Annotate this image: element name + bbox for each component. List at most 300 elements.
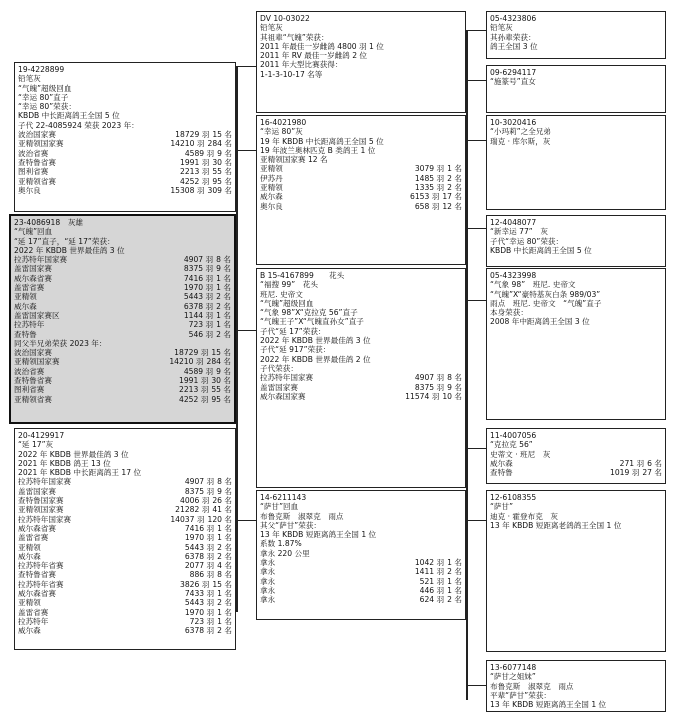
info-line: “新幸运 77” 灰 — [490, 227, 548, 237]
info-line: 2011 年最佳一岁雌鸽 4800 羽 1 位 — [260, 41, 384, 51]
entrants: 1411 羽 — [414, 567, 445, 577]
entrants: 7416 羽 — [184, 523, 215, 533]
entrants: 1042 羽 — [414, 558, 445, 568]
placing: 2 名 — [447, 595, 462, 605]
placing: 1 名 — [216, 273, 231, 283]
race-result-row — [260, 164, 462, 173]
info-line: 2008 年中距离鸽王全国 3 位 — [490, 317, 590, 327]
info-line: “气魄”回血 — [14, 227, 53, 237]
race-name: 奥尔良 — [18, 185, 41, 195]
race-name: 图利省赛 — [14, 385, 45, 395]
entrants: 6378 羽 — [184, 551, 215, 561]
info-line: 子代“延 17”荣获： — [260, 326, 326, 336]
placing: 9 名 — [217, 486, 232, 496]
race-name: 亚精领省赛 — [18, 176, 56, 186]
race-name: 亚精领 — [18, 598, 41, 608]
placing: 2 名 — [217, 542, 232, 552]
placing: 9 名 — [216, 366, 231, 376]
info-line: 19 年 KBDB 中长距离鸽王全国 5 位 — [260, 136, 384, 146]
info-line: 其祖辈“气魄”荣获： — [260, 32, 329, 42]
race-result-row — [18, 598, 232, 607]
race-result-row — [260, 383, 462, 392]
info-line: 1-1-3-10-17 名等 — [260, 69, 323, 79]
race-name: 威尔森国家赛 — [260, 391, 306, 401]
placing: 2 名 — [447, 183, 462, 193]
info-line: 2011 年 RV 最佳一岁雌鸽 2 位 — [260, 51, 368, 61]
placing: 1 名 — [216, 283, 231, 293]
info-line: “克拉克 56” — [490, 440, 533, 450]
race-result-row — [18, 158, 232, 167]
placing: 2 名 — [217, 598, 232, 608]
info-line: “气象 98” 班尼. 史帝文 — [490, 280, 576, 290]
race-result-row — [14, 311, 231, 320]
entrants: 4907 羽 — [183, 255, 214, 265]
placing: 8 名 — [217, 477, 232, 487]
race-name: 查特鲁省赛 — [18, 570, 56, 580]
race-result-row — [18, 505, 232, 514]
race-result-row — [14, 367, 231, 376]
pedigree-card-dam-sire — [256, 268, 466, 488]
entrants: 6153 羽 — [409, 192, 440, 202]
entrants: 8375 羽 — [184, 486, 215, 496]
race-name: 盖雷国家赛 — [260, 382, 298, 392]
info-line: 雨点 班尼. 史帝文 “气魄”直子 — [490, 298, 602, 308]
race-name: 拉苏特年国家赛 — [18, 477, 72, 487]
ring-number: 13-6077148 — [490, 663, 537, 672]
placing: 15 名 — [212, 130, 232, 140]
info-line: 其孙辈荣获： — [490, 32, 536, 42]
race-name: 威尔森 — [18, 626, 41, 636]
entrants: 7433 羽 — [184, 589, 215, 599]
info-line: 史蒂文 · 班尼 灰 — [490, 449, 551, 459]
connector — [466, 30, 468, 700]
placing: 8 名 — [447, 373, 462, 383]
race-name: 图利省赛 — [18, 167, 49, 177]
info-line: “延 17”灰 — [18, 440, 54, 450]
ring-number: DV 10-03022 — [260, 14, 310, 23]
ring-number: 12-6108355 — [490, 493, 537, 502]
placing: 1 名 — [217, 523, 232, 533]
placing: 9 名 — [447, 382, 462, 392]
race-result-row — [18, 477, 232, 486]
race-name: 波治省赛 — [18, 148, 49, 158]
info-line: “福搜 99” 花头 — [260, 280, 318, 290]
race-name: 伊苏丹 — [260, 173, 283, 183]
entrants: 18729 羽 — [174, 348, 209, 358]
info-line: 2011 年大型比赛获得： — [260, 60, 343, 70]
placing: 8 名 — [217, 570, 232, 580]
race-name: 亚精领 — [260, 183, 283, 193]
entrants: 4589 羽 — [183, 366, 214, 376]
pedigree-card-sire-sire — [256, 11, 466, 113]
entrants: 3079 羽 — [414, 164, 445, 174]
info-line: “小玛莉”之全兄弟 — [490, 127, 552, 137]
info-line: KBDB 中长距离鸽王全国 5 位 — [18, 111, 120, 121]
ring-number: 23-4086918 灰雄 — [14, 218, 84, 227]
entrants: 5443 羽 — [183, 292, 214, 302]
entrants: 2213 羽 — [179, 167, 210, 177]
race-result-row — [18, 617, 232, 626]
placing: 2 名 — [217, 551, 232, 561]
connector — [466, 80, 486, 81]
entrants: 446 羽 — [419, 585, 445, 595]
placing: 2 名 — [216, 292, 231, 302]
placing: 27 名 — [642, 468, 662, 478]
race-result-row — [18, 149, 232, 158]
info-line: 亚精领国家赛 12 名 — [260, 155, 328, 165]
placing: 1 名 — [447, 576, 462, 586]
race-name: 威尔森 — [18, 551, 41, 561]
race-result-row — [18, 177, 232, 186]
placing: 1 名 — [447, 585, 462, 595]
entrants: 723 羽 — [188, 320, 214, 330]
info-line: “气象 98”X“克拉克 56”直子 — [260, 308, 358, 318]
race-name: 盖雷国家赛区 — [14, 310, 60, 320]
race-name: 威尔森 — [14, 301, 37, 311]
entrants: 18729 羽 — [175, 130, 210, 140]
info-line: “施篆号”直女 — [490, 77, 536, 87]
race-result-row — [14, 395, 231, 404]
entrants: 4589 羽 — [184, 148, 215, 158]
info-line: “萨甘之姐妹” — [490, 672, 536, 682]
race-name: 查特鲁 — [14, 329, 37, 339]
entrants: 4252 羽 — [178, 394, 209, 404]
entrants: 5443 羽 — [184, 598, 215, 608]
race-result-row — [14, 385, 231, 394]
info-line: “萨甘” — [490, 502, 514, 512]
entrants: 2213 羽 — [178, 385, 209, 395]
placing: 15 名 — [212, 579, 232, 589]
race-name: 查特鲁国家赛 — [18, 496, 64, 506]
info-line: 本身荣获： — [490, 308, 528, 318]
placing: 1 名 — [447, 164, 462, 174]
connector — [236, 66, 256, 67]
pedigree-card-sire — [14, 62, 236, 212]
race-result-row — [18, 139, 232, 148]
race-result-row — [18, 524, 232, 533]
connector — [466, 685, 486, 686]
info-line: “幸运 80”直子 — [18, 92, 69, 102]
placing: 17 名 — [442, 192, 462, 202]
race-result-row — [14, 320, 231, 329]
placing: 2 名 — [447, 567, 462, 577]
entrants: 1970 羽 — [184, 533, 215, 543]
race-name: 盖雷省赛 — [18, 607, 49, 617]
race-result-row — [14, 264, 231, 273]
placing: 1 名 — [217, 616, 232, 626]
race-result-row — [260, 558, 462, 567]
info-line: 布鲁克斯 淑翠克 雨点 — [490, 681, 574, 691]
race-result-row — [260, 577, 462, 586]
race-name: 拉苏特年省赛 — [18, 561, 64, 571]
entrants: 1335 羽 — [414, 183, 445, 193]
connector — [466, 140, 486, 141]
entrants: 1970 羽 — [183, 283, 214, 293]
ring-number: B 15-4167899 花头 — [260, 271, 345, 280]
placing: 2 名 — [216, 329, 231, 339]
pedigree-card-gen3-2 — [486, 65, 666, 113]
placing: 6 名 — [647, 458, 662, 468]
pedigree-card-gen3-1 — [486, 11, 666, 59]
info-line: 系数 1.87% — [260, 539, 302, 549]
pedigree-card-sire-dam — [256, 115, 466, 265]
placing: 1 名 — [447, 558, 462, 568]
placing: 2 名 — [447, 173, 462, 183]
race-result-row — [18, 515, 232, 524]
race-name: 盖雷国家赛 — [14, 264, 52, 274]
placing: 10 名 — [442, 391, 462, 401]
placing: 8 名 — [216, 255, 231, 265]
entrants: 11574 羽 — [405, 391, 440, 401]
race-name: 奥尔良 — [260, 201, 283, 211]
race-name: 拉苏特年国家赛 — [14, 255, 68, 265]
info-line: 铅笔灰 — [260, 23, 283, 33]
race-name: 盖雷省赛 — [14, 283, 45, 293]
placing: 1 名 — [217, 533, 232, 543]
race-name: 拿永 — [260, 585, 276, 595]
race-name: 拉苏特年国家赛 — [18, 514, 72, 524]
race-result-row — [14, 357, 231, 366]
race-result-row — [260, 174, 462, 183]
race-name: 亚精领省赛 — [14, 394, 52, 404]
race-result-row — [14, 292, 231, 301]
placing: 9 名 — [216, 264, 231, 274]
entrants: 624 羽 — [419, 595, 445, 605]
entrants: 4006 羽 — [179, 496, 210, 506]
info-line: 平辈“萨甘”荣获： — [490, 690, 552, 700]
entrants: 4252 羽 — [179, 176, 210, 186]
info-line: “气魄”超级回血 — [260, 298, 314, 308]
connector — [236, 520, 256, 521]
info-line: 13 年 KBDB 短距离老鸽鸽王全国 1 位 — [490, 520, 622, 530]
pedigree-card-gen3-6 — [486, 428, 666, 484]
race-name: 拿永 — [260, 595, 276, 605]
info-line: “萨甘”回血 — [260, 502, 299, 512]
placing: 15 名 — [211, 348, 231, 358]
race-result-row — [18, 533, 232, 542]
race-result-row — [18, 626, 232, 635]
race-result-row — [18, 130, 232, 139]
race-name: 亚精领 — [260, 164, 283, 174]
race-result-row — [14, 274, 231, 283]
race-result-row — [14, 302, 231, 311]
entrants: 3826 羽 — [179, 579, 210, 589]
placing: 2 名 — [217, 626, 232, 636]
race-name: 亚精领 — [14, 292, 37, 302]
entrants: 658 羽 — [414, 201, 440, 211]
info-line: 2022 年 KBDB 世界最佳鸽 2 位 — [260, 354, 371, 364]
connector — [466, 448, 486, 449]
race-result-row — [490, 468, 662, 477]
placing: 41 名 — [212, 505, 232, 515]
pedigree-card-gen3-7 — [486, 490, 666, 652]
pedigree-card-subject — [9, 214, 236, 424]
race-result-row — [18, 570, 232, 579]
info-line: 铅笔灰 — [18, 74, 41, 84]
entrants: 723 羽 — [189, 616, 215, 626]
pedigree-card-gen3-4 — [486, 215, 666, 267]
info-line: 拿永 220 公里 — [260, 548, 310, 558]
connector — [236, 330, 256, 331]
ring-number: 10-3020416 — [490, 118, 537, 127]
race-name: 查特鲁 — [490, 468, 513, 478]
placing: 120 名 — [207, 514, 232, 524]
race-result-row — [14, 330, 231, 339]
ring-number: 14-6211143 — [260, 493, 307, 502]
ring-number: 16-4021980 — [260, 118, 307, 127]
info-line: 2022 年 KBDB 世界最佳鸽 3 位 — [260, 336, 371, 346]
race-result-row — [18, 589, 232, 598]
info-line: 同父半兄弟荣获 2023 年： — [14, 338, 107, 348]
placing: 30 名 — [211, 376, 231, 386]
connector — [466, 300, 486, 301]
entrants: 546 羽 — [188, 329, 214, 339]
race-result-row — [260, 567, 462, 576]
race-name: 盖雷省赛 — [18, 533, 49, 543]
race-name: 拿永 — [260, 576, 276, 586]
race-name: 拉苏特年国家赛 — [260, 373, 314, 383]
race-result-row — [18, 496, 232, 505]
race-name: 亚精领 — [18, 542, 41, 552]
placing: 2 名 — [216, 301, 231, 311]
race-name: 威尔森省赛 — [18, 589, 56, 599]
race-name: 查特鲁省赛 — [18, 157, 56, 167]
race-result-row — [18, 543, 232, 552]
race-name: 波治国家赛 — [14, 348, 52, 358]
race-name: 波治国家赛 — [18, 130, 56, 140]
entrants: 1019 羽 — [609, 468, 640, 478]
ring-number: 05-4323998 — [490, 271, 537, 280]
entrants: 14210 羽 — [170, 139, 205, 149]
entrants: 14037 羽 — [170, 514, 205, 524]
info-line: “气魄”超级回血 — [18, 83, 72, 93]
info-line: “幸运 80”灰 — [260, 127, 303, 137]
placing: 26 名 — [212, 496, 232, 506]
connector — [466, 520, 486, 521]
info-line: 子代“延 917”荣获： — [260, 345, 331, 355]
race-name: 拉苏特年 — [18, 616, 49, 626]
info-line: “气魄”X“豪特基灰白条 989/03” — [490, 289, 601, 299]
info-line: 2021 年 KBDB 鸽王 13 位 — [18, 458, 111, 468]
info-line: 子代荣获： — [260, 363, 298, 373]
entrants: 21282 羽 — [175, 505, 210, 515]
placing: 1 名 — [216, 320, 231, 330]
entrants: 4907 羽 — [414, 373, 445, 383]
info-line: 13 年 KBDB 短距离鸽王全国 1 位 — [490, 700, 607, 710]
info-line: 布鲁克斯 淑翠克 雨点 — [260, 511, 344, 521]
race-result-row — [18, 580, 232, 589]
connector — [466, 228, 486, 229]
race-result-row — [260, 595, 462, 604]
race-name: 波治省赛 — [14, 366, 45, 376]
race-result-row — [14, 283, 231, 292]
info-line: 班尼. 史帝文 — [260, 289, 303, 299]
placing: 30 名 — [212, 157, 232, 167]
placing: 55 名 — [212, 167, 232, 177]
info-line: 迪克 · 霍登布克 灰 — [490, 511, 558, 521]
info-line: 2021 年 KBDB 中长距离鸽王 17 位 — [18, 468, 142, 478]
race-name: 亚精领国家赛 — [18, 505, 64, 515]
connector — [236, 150, 256, 151]
entrants: 886 羽 — [189, 570, 215, 580]
entrants: 5443 羽 — [184, 542, 215, 552]
ring-number: 19-4228899 — [18, 65, 65, 74]
race-name: 拉苏特年 — [14, 320, 45, 330]
connector — [466, 30, 486, 31]
race-name: 威尔森省赛 — [18, 523, 56, 533]
race-result-row — [18, 487, 232, 496]
race-result-row — [260, 192, 462, 201]
race-result-row — [260, 373, 462, 382]
info-line: 19 年波兰奥林匹克 B 类鸽王 1 位 — [260, 145, 376, 155]
connector — [236, 66, 238, 612]
info-line: KBDB 中长距离鸽王全国 5 位 — [490, 245, 592, 255]
pedigree-card-gen3-5 — [486, 268, 666, 420]
placing: 284 名 — [206, 357, 231, 367]
entrants: 7416 羽 — [183, 273, 214, 283]
entrants: 8375 羽 — [414, 382, 445, 392]
race-result-row — [18, 167, 232, 176]
entrants: 14210 羽 — [169, 357, 204, 367]
info-line: 瑞克 · 库尔斯，灰 — [490, 136, 551, 146]
race-name: 威尔森省赛 — [14, 273, 52, 283]
entrants: 1970 羽 — [184, 607, 215, 617]
pedigree-card-dam — [14, 428, 236, 650]
ring-number: 12-4048077 — [490, 218, 537, 227]
entrants: 2077 羽 — [184, 561, 215, 571]
placing: 1 名 — [216, 310, 231, 320]
entrants: 15308 羽 — [170, 185, 205, 195]
placing: 55 名 — [211, 385, 231, 395]
info-line: 鸽王全国 3 位 — [490, 41, 538, 51]
placing: 284 名 — [207, 139, 232, 149]
entrants: 1991 羽 — [178, 376, 209, 386]
placing: 4 名 — [217, 561, 232, 571]
info-line: “气魄王子”X“气魄直孙女”直子 — [260, 317, 364, 327]
info-line: “延 17”直子，“延 17”荣获： — [14, 236, 115, 246]
entrants: 6378 羽 — [184, 626, 215, 636]
pedigree-card-gen3-3 — [486, 115, 666, 210]
race-name: 拉苏特年省赛 — [18, 579, 64, 589]
placing: 1 名 — [217, 607, 232, 617]
info-line: 其父“萨甘”荣获： — [260, 520, 322, 530]
race-result-row — [260, 586, 462, 595]
race-result-row — [260, 392, 462, 401]
entrants: 271 羽 — [619, 458, 645, 468]
ring-number: 11-4007056 — [490, 431, 537, 440]
placing: 95 名 — [212, 176, 232, 186]
info-line: “幸运 80”荣获： — [18, 102, 76, 112]
entrants: 1485 羽 — [414, 173, 445, 183]
info-line: 子代“幸运 80”荣获： — [490, 236, 564, 246]
race-result-row — [260, 183, 462, 192]
placing: 95 名 — [211, 394, 231, 404]
info-line: 子代 22-4085924 荣获 2023 年： — [18, 120, 139, 130]
race-name: 亚精领国家赛 — [14, 357, 60, 367]
entrants: 521 羽 — [419, 576, 445, 586]
ring-number: 05-4323806 — [490, 14, 537, 23]
placing: 1 名 — [217, 589, 232, 599]
entrants: 8375 羽 — [183, 264, 214, 274]
race-name: 拿永 — [260, 558, 276, 568]
race-name: 威尔森 — [490, 458, 513, 468]
race-result-row — [18, 552, 232, 561]
entrants: 6378 羽 — [183, 301, 214, 311]
race-name: 盖雷国家赛 — [18, 486, 56, 496]
pedigree-card-dam-dam — [256, 490, 466, 620]
entrants: 1144 羽 — [183, 310, 214, 320]
race-result-row — [14, 376, 231, 385]
